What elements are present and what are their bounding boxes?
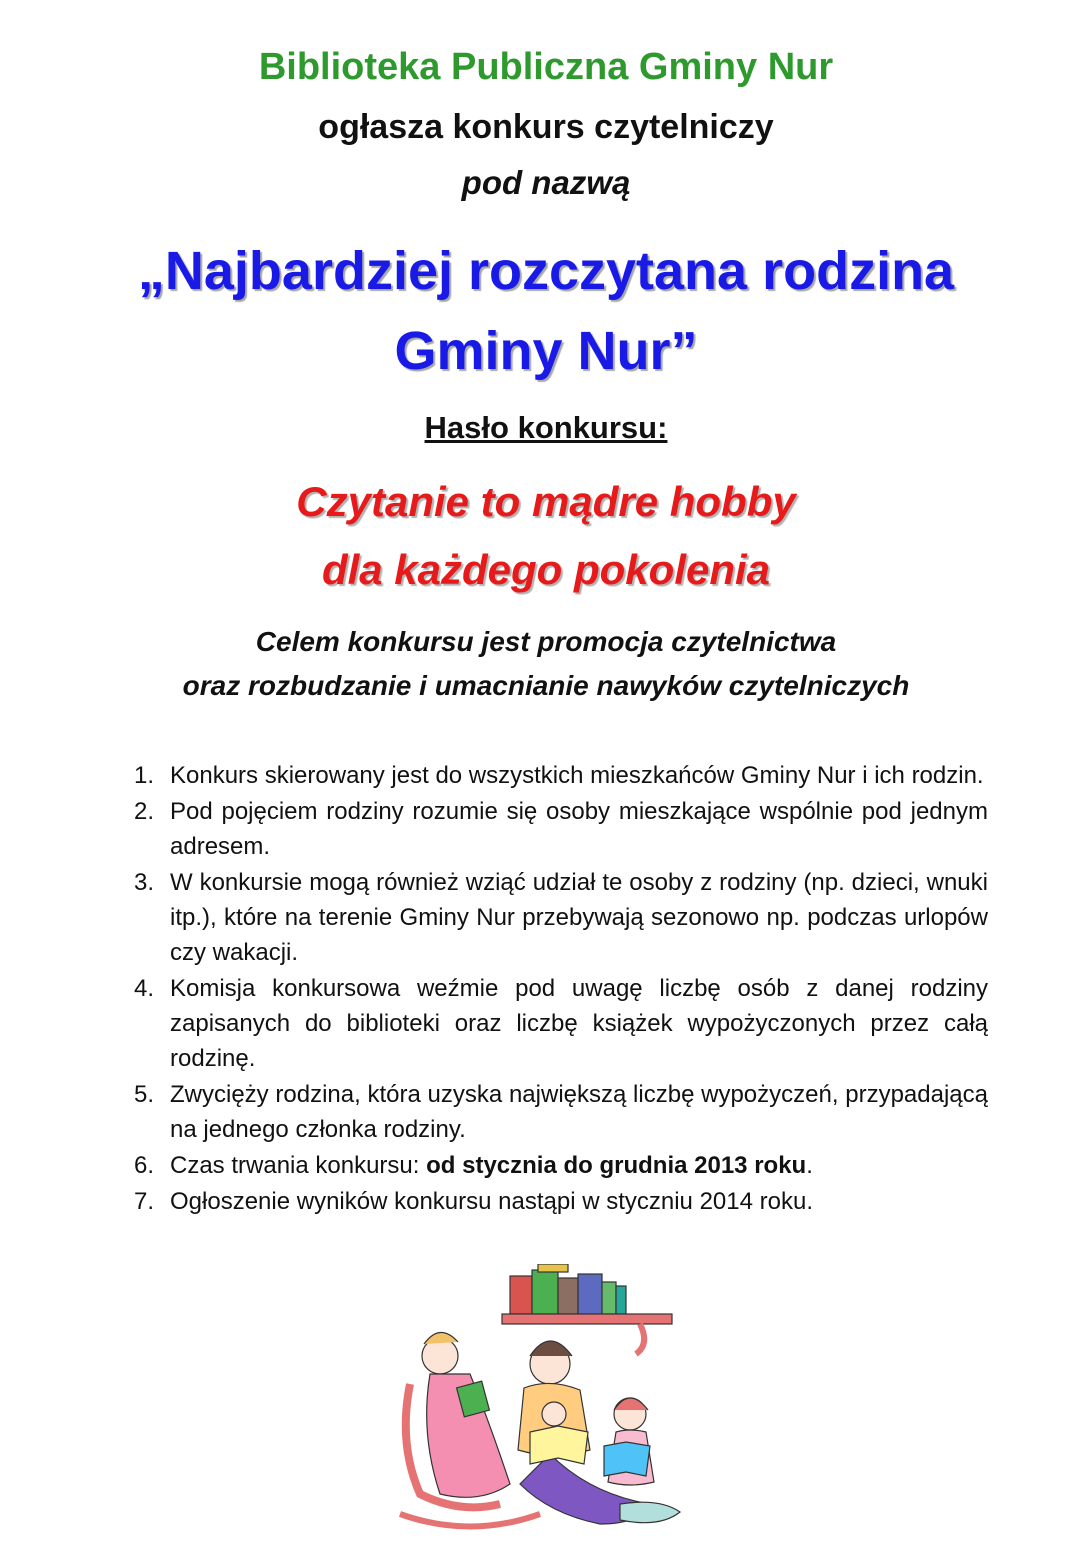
contest-title-line-1: „Najbardziej rozczytana rodzina: [137, 241, 955, 301]
rule-item: [132, 1077, 988, 1147]
announcement-line: ogłasza konkurs czytelniczy: [318, 108, 774, 146]
goal-line-2: oraz rozbudzanie i umacnianie nawyków czytelniczych: [182, 670, 910, 701]
rule-duration-bold: od stycznia do grudnia 2013 roku: [426, 1152, 807, 1179]
slogan-heading: Hasło konkursu:: [424, 410, 668, 445]
grandmother-figure: [400, 1332, 540, 1526]
slogan-line-2: dla każdego pokolenia: [321, 546, 771, 593]
rule-item: [132, 865, 988, 970]
library-name: Biblioteka Publiczna Gminy Nur: [258, 46, 834, 88]
rule-number: 2.: [134, 798, 155, 825]
rule-number: 3.: [134, 869, 155, 896]
goal-line-1: Celem konkursu jest promocja czytelnictwa: [255, 626, 837, 657]
contest-title-line-2: Gminy Nur”: [394, 321, 698, 381]
rule-number: 6.: [134, 1152, 155, 1179]
rules-list: [132, 758, 988, 1220]
rule-text: Czas trwania konkursu:: [170, 1152, 427, 1179]
rule-text: Komisja konkursowa weźmie pod uwagę liczbę osób z danej rodziny zapisanych do biblioteki oraz liczbę książek wypożyczonych przez całą rodzinę.: [170, 975, 988, 1072]
rule-text: W konkursie mogą również wziąć udział te osoby z rodziny (np. dzieci, wnuki itp.), które na terenie Gminy Nur przebywają sezonowo np. podczas urlopów czy wakacji.: [170, 869, 988, 966]
rule-item: [132, 758, 988, 793]
rule-text: Konkurs skierowany jest do wszystkich mieszkańców Gminy Nur i ich rodzin.: [170, 762, 984, 789]
bookshelf-icon: [502, 1264, 672, 1354]
rule-number: 7.: [134, 1188, 155, 1215]
rule-number: 1.: [134, 762, 155, 789]
rule-text: Pod pojęciem rodziny rozumie się osoby mieszkające wspólnie pod jednym adresem.: [170, 798, 988, 860]
rule-number: 5.: [134, 1081, 155, 1108]
rule-item: [132, 1148, 988, 1183]
called-line: pod nazwą: [461, 164, 631, 201]
rule-suffix: .: [806, 1152, 813, 1179]
rule-number: 4.: [134, 975, 155, 1002]
family-reading-illustration-icon: [390, 1264, 700, 1534]
rule-item: [132, 1184, 988, 1219]
rule-item: [132, 794, 988, 864]
rule-item: [132, 971, 988, 1076]
rule-text: Ogłoszenie wyników konkursu nastąpi w styczniu 2014 roku.: [170, 1188, 813, 1215]
rule-text: Zwycięży rodzina, która uzyska największą liczbę wypożyczeń, przypadającą na jednego członka rodziny.: [170, 1081, 988, 1143]
slogan-line-1: Czytanie to mądre hobby: [296, 478, 796, 525]
